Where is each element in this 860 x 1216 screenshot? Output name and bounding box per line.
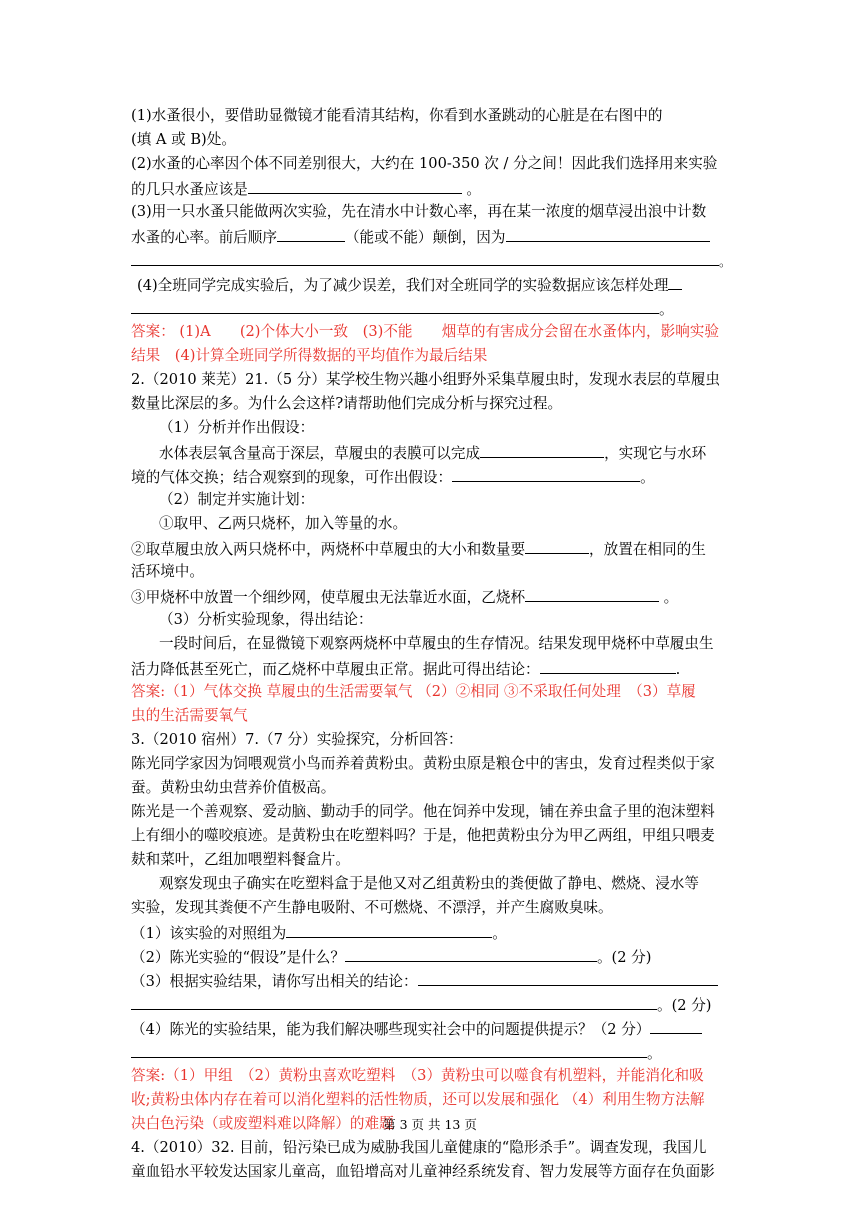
answer-blank	[131, 994, 657, 1010]
answer-blank	[131, 298, 659, 314]
q3-para-1: 陈光同学家因为饲喂观赏小鸟而养着黄粉虫。黄粉虫原是粮仓中的害虫，发育过程类似于家	[131, 755, 715, 772]
q2-step-1: （1）分析并作出假设：	[159, 419, 315, 436]
q3-heading: 3.（2010 宿州）7.（7 分）实验探究，分析回答：	[131, 731, 463, 748]
q1-answer-line-2: 结果 (4)计算全班同学所得数据的平均值作为最后结果	[131, 347, 488, 364]
answer-blank	[525, 538, 589, 554]
q3-question-3: （3）根据实验结果，请你写出相关的结论：	[131, 970, 718, 990]
q1-line-2: (填 A 或 B)处。	[131, 131, 236, 148]
q1-line-1: (1)水蚤很小，要借助显微镜才能看清其结构，你看到水蚤跳动的心脏是在右图中的	[131, 107, 663, 124]
q3-answer-line-3: 决白色污染（或废塑料难以降解）的难题	[131, 1115, 394, 1132]
answer-blank	[525, 586, 659, 602]
q3-question-4: （4）陈光的实验结果，能为我们解决哪些现实社会中的问题提供提示？（2 分）	[131, 1018, 702, 1038]
q2-result-1: 一段时间后，在显微镜下观察两烧杯中草履虫的生存情况。结果发现甲烧杯中草履虫生	[159, 635, 714, 652]
q3-para-3: 陈光是一个善观察、爱动脑、勤动手的同学。他在饲养中发现，铺在养虫盒子里的泡沫塑料	[131, 803, 715, 820]
answer-blank	[418, 970, 718, 986]
q2-step-2: （2）制定并实施计划：	[159, 491, 315, 508]
answer-blank	[131, 250, 719, 266]
q2-heading-line-2: 数量比深层的多。为什么会这样?请帮助他们完成分析与探究过程。	[131, 395, 563, 412]
q2-answer-line-1: 答案:（1）气体交换 草履虫的生活需要氧气 （2）②相同 ③不采取任何处理 （3）草履	[131, 683, 696, 700]
q1-line-6: 水蚤的心率。前后顺序 （能或不能）颠倒，因为	[131, 226, 710, 246]
answer-blank	[131, 1042, 647, 1058]
answer-blank	[345, 946, 597, 962]
q1-answer-line-1: 答案： (1)A (2)个体大小一致 (3)不能 烟草的有害成分会留在水蚤体内，影响实验	[131, 323, 719, 340]
page-footer: 第 3 页 共 13 页	[383, 1117, 477, 1132]
answer-blank	[248, 178, 462, 194]
q3-question-4-cont: 。	[131, 1042, 662, 1062]
q3-para-5: 麸和菜叶，乙组加喂塑料餐盒片。	[131, 851, 350, 868]
q1-line-9: 。	[131, 298, 674, 318]
q2-result-2: 活力降低甚至死亡，而乙烧杯中草履虫正常。据此可得出结论： .	[131, 658, 680, 678]
q3-question-1: （1）该实验的对照组为 。	[131, 922, 507, 942]
q1-line-7: 。	[131, 250, 731, 270]
q3-para-4: 上有细小的噬咬痕迹。是黄粉虫在吃塑料吗？于是，他把黄粉虫分为甲乙两组，甲组只喂麦	[131, 827, 715, 844]
q3-answer-line-1: 答案:（1）甲组 （2）黄粉虫喜欢吃塑料 （3）黄粉虫可以噬食有机塑料，并能消化和吸	[131, 1067, 704, 1084]
q1-line-8: (4)全班同学完成实验后，为了减少误差，我们对全班同学的实验数据应该怎样处理	[137, 274, 682, 294]
q4-line-2: 童血铅水平较发达国家儿童高，血铅增高对儿童神经系统发育、智力发展等方面存在负面影	[131, 1163, 715, 1180]
q3-para-6: 观察发现虫子确实在吃塑料盒于是他又对乙组黄粉虫的粪便做了静电、燃烧、浸水等	[159, 875, 699, 892]
q3-para-7: 实验，发现其粪便不产生静电吸附、不可燃烧、不漂浮，并产生腐败臭味。	[131, 899, 613, 916]
answer-blank	[668, 274, 682, 290]
q1-line-3: (2)水蚤的心率因个体不同差别很大，大约在 100-350 次 / 分之间！因此我们选择用来实验	[131, 155, 718, 172]
q2-plan-1: ①取甲、乙两只烧杯，加入等量的水。	[159, 515, 408, 532]
q2-heading: 2.（2010 莱芜）21.（5 分）某学校生物兴趣小组野外采集草履虫时，发现水表层的草履虫	[131, 371, 721, 388]
q2-plan-3: ③甲烧杯中放置一个细纱网，使草履虫无法靠近水面，乙烧杯 。	[131, 586, 678, 606]
answer-blank	[540, 658, 676, 674]
q4-line-1: 4.（2010）32. 目前，铅污染已成为威胁我国儿童健康的“隐形杀手”。调查发现，我国儿	[131, 1139, 707, 1156]
answer-blank	[650, 1018, 702, 1034]
q1-line-4: 的几只水蚤应该是 。	[131, 178, 481, 198]
q3-question-2: （2）陈光实验的“假设”是什么？ 。(2 分)	[131, 946, 651, 966]
q3-answer-line-2: 收;黄粉虫体内存在着可以消化塑料的活性物质，还可以发展和强化 （4）利用生物方法解	[131, 1091, 705, 1108]
q3-question-3-cont: 。(2 分)	[131, 994, 712, 1014]
answer-blank	[452, 466, 640, 482]
answer-blank	[277, 226, 345, 242]
q2-answer-line-2: 虫的生活需要氧气	[131, 707, 248, 724]
q1-line-5: (3)用一只水蚤只能做两次实验，先在清水中计数心率，再在某一浓度的烟草浸出浪中计数	[131, 203, 707, 220]
q3-para-2: 蚕。黄粉虫幼虫营养价值极高。	[131, 779, 336, 796]
answer-blank	[480, 442, 604, 458]
q2-para-2: 境的气体交换；结合观察到的现象，可作出假设： 。	[131, 466, 655, 486]
q2-plan-2-cont: 活环境中。	[131, 563, 204, 580]
q2-plan-2: ②取草履虫放入两只烧杯中，两烧杯中草履虫的大小和数量要 ，放置在相同的生	[131, 538, 706, 558]
answer-blank	[286, 922, 492, 938]
q2-step-3: （3）分析实验现象，得出结论：	[159, 611, 373, 628]
answer-blank	[506, 226, 710, 242]
q2-para-1: 水体表层氧含量高于深层，草履虫的表膜可以完成 ，实现它与水环	[159, 442, 706, 462]
